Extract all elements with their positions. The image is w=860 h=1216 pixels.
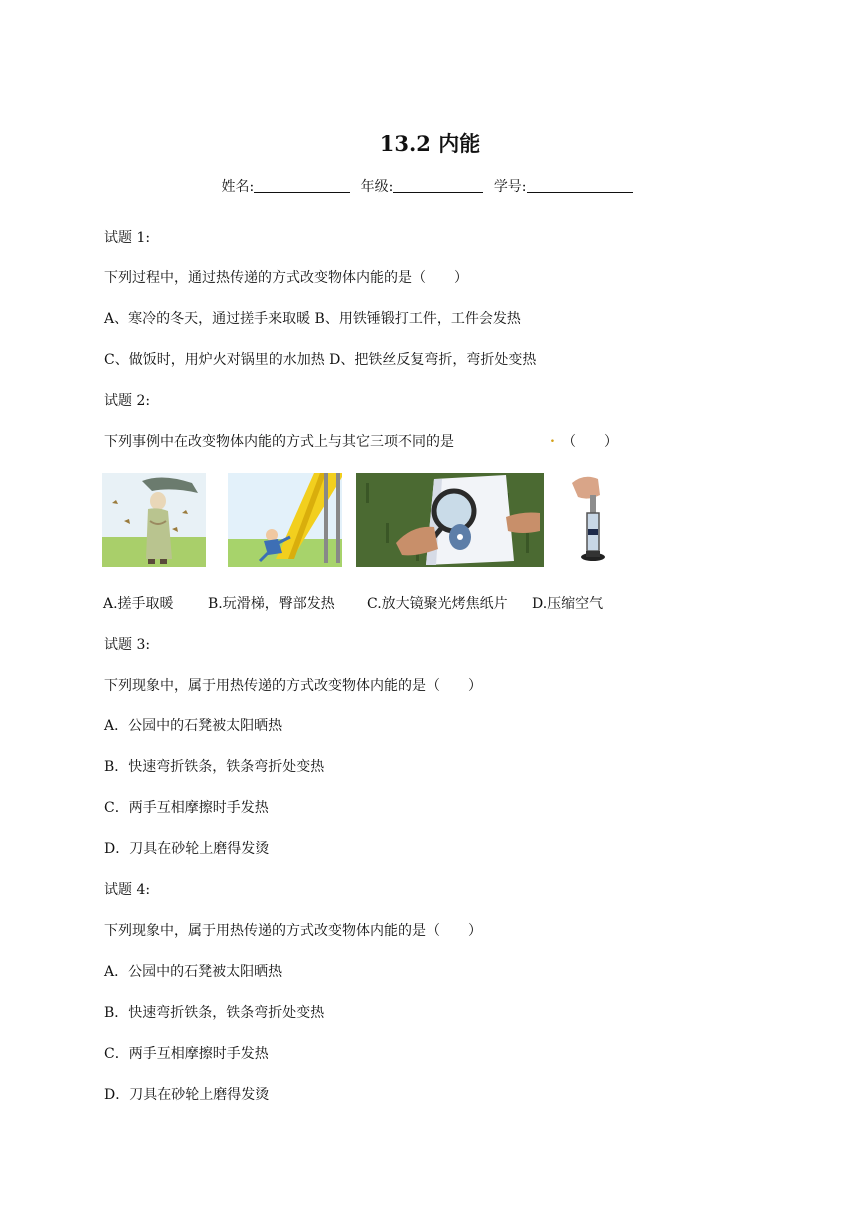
q3-option-d: D．刀具在砂轮上磨得发烫 (104, 841, 270, 857)
q3-option-c: C．两手互相摩擦时手发热 (104, 800, 269, 816)
id-blank[interactable] (527, 177, 633, 193)
image-compress-air (564, 473, 608, 567)
q3-stem: 下列现象中，属于用热传递的方式改变物体内能的是（ ） (104, 678, 482, 694)
name-label: 姓名: (221, 179, 255, 195)
student-info (0, 176, 860, 196)
q3-label: 试题 3: (104, 637, 151, 653)
q2-answer-paren: （ ） (562, 434, 618, 450)
q1-options-row-1: A、寒冷的冬天，通过搓手来取暖 B、用铁锤锻打工件，工件会发热 (104, 311, 521, 327)
q4-option-a: A．公园中的石凳被太阳晒热 (104, 964, 283, 980)
caption-a: A.搓手取暖 (103, 596, 174, 612)
q4-option-d: D．刀具在砂轮上磨得发烫 (104, 1087, 270, 1103)
caption-c: C.放大镜聚光烤焦纸片 (367, 596, 508, 612)
q4-label: 试题 4: (104, 882, 151, 898)
grade-blank[interactable] (393, 177, 483, 193)
image-rubbing-hands (102, 473, 206, 567)
q3-option-b: B．快速弯折铁条，铁条弯折处变热 (104, 759, 325, 775)
q1-options-row-2: C、做饭时，用炉火对锅里的水加热 D、把铁丝反复弯折，弯折处变热 (104, 352, 537, 368)
grade-label: 年级: (360, 179, 394, 195)
image-slide (228, 473, 342, 567)
caption-d: D.压缩空气 (532, 596, 604, 612)
q3-option-a: A．公园中的石凳被太阳晒热 (104, 718, 283, 734)
q2-stem: 下列事例中在改变物体内能的方式上与其它三项不同的是 (104, 434, 454, 450)
q1-stem: 下列过程中，通过热传递的方式改变物体内能的是（ ） (104, 270, 468, 286)
name-blank[interactable] (254, 177, 350, 193)
image-magnifier (356, 473, 544, 567)
q2-label: 试题 2: (104, 393, 151, 409)
q4-stem: 下列现象中，属于用热传递的方式改变物体内能的是（ ） (104, 923, 482, 939)
page-title: 13.2 内能 (379, 131, 481, 156)
id-label: 学号: (493, 179, 527, 195)
caption-b: B.玩滑梯，臀部发热 (208, 596, 335, 612)
q4-option-c: C．两手互相摩擦时手发热 (104, 1046, 269, 1062)
q1-label: 试题 1: (104, 230, 151, 246)
q2-emphasis-dot: . (550, 430, 555, 446)
q4-option-b: B．快速弯折铁条，铁条弯折处变热 (104, 1005, 325, 1021)
